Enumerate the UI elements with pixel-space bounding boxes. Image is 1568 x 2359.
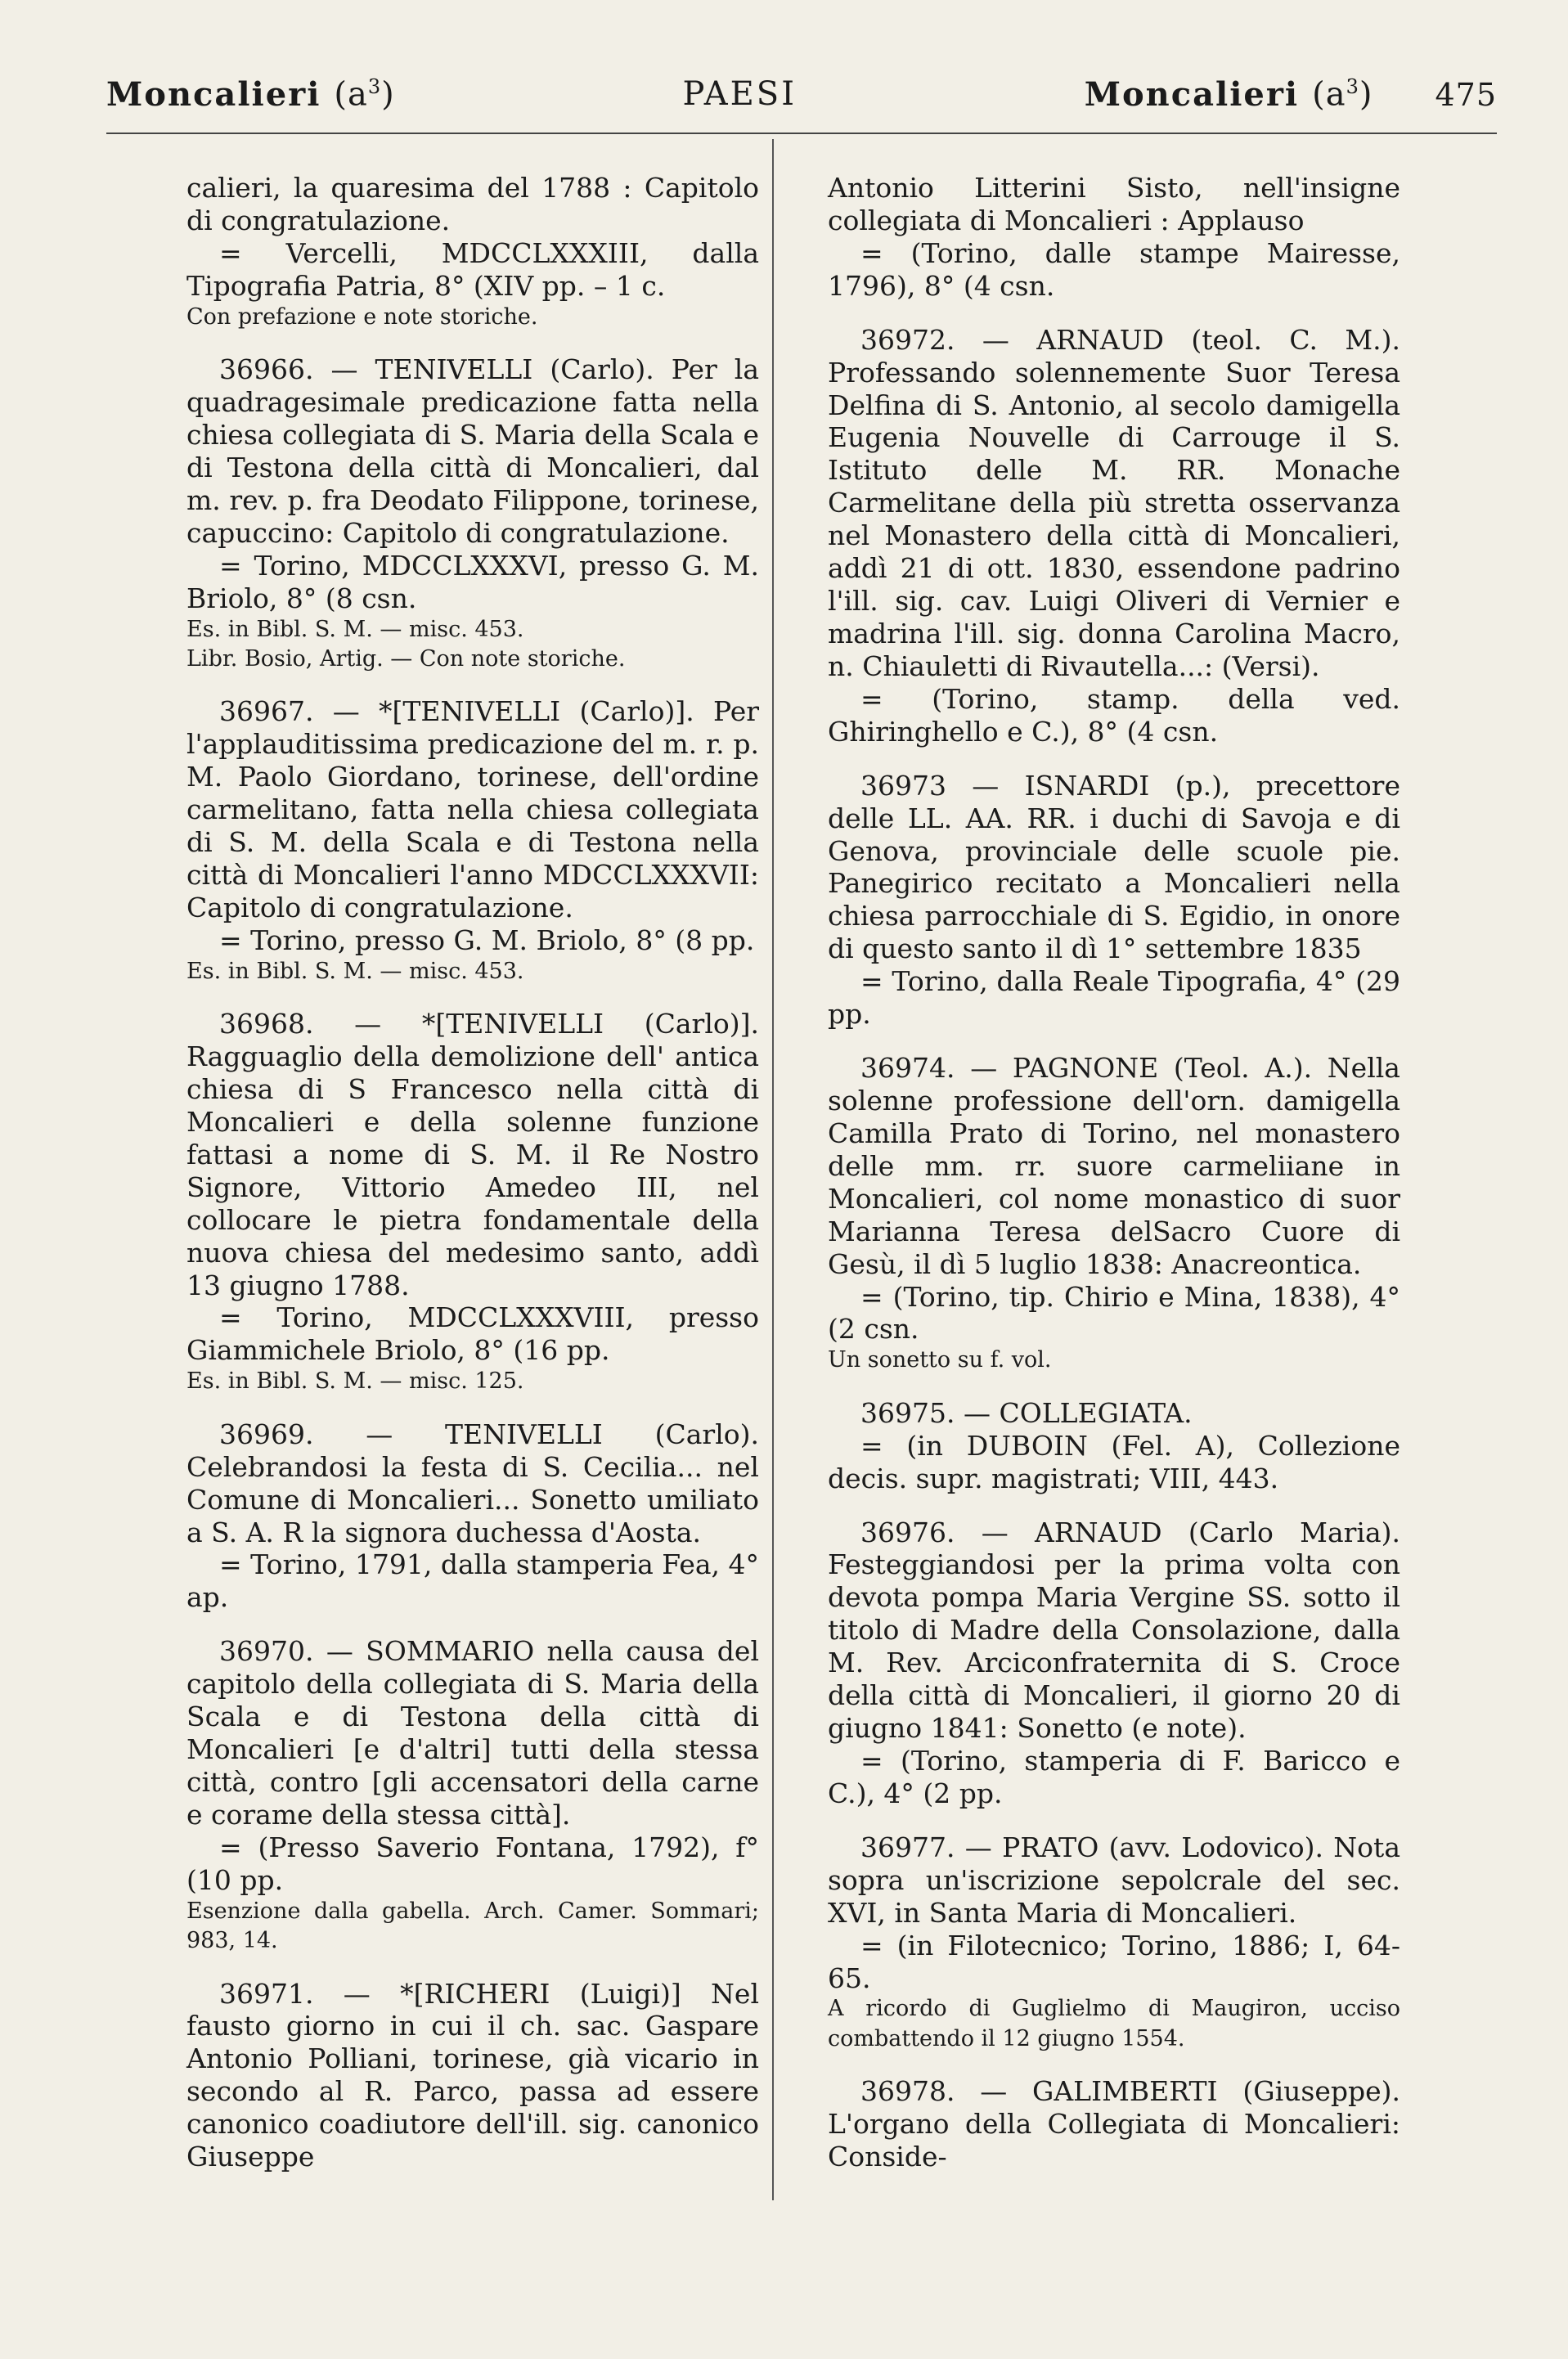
header-left-sup-prefix: (a: [334, 75, 368, 114]
bibliography-entry: [828, 172, 1400, 303]
column-divider: [772, 139, 774, 2200]
entry-imprint: = (Torino, dalle stampe Mairesse, 1796), 8° (4 csn.: [828, 236, 1400, 302]
entry-imprint: = Torino, dalla Reale Tipografia, 4° (29 pp.: [828, 965, 1400, 1031]
header-left-sup-suffix: ): [381, 75, 395, 114]
bibliography-entry: [828, 1516, 1400, 1810]
right-column: [828, 172, 1400, 2195]
entry-text: 36966. — TENIVELLI (Carlo). Per la quadragesimale predicazione fatta nella chiesa collegiata di S. Maria della Scala e di Testona della città di Moncalieri, dal m. rev. p. fra Deodato Filippone, torinese, capuccino: Capitolo di congratulazione.: [186, 353, 759, 549]
entry-text: 36973 — ISNARDI (p.), precettore delle LL. AA. RR. i duchi di Savoja e di Genova, provinciale delle scuole pie. Panegirico recitato a Moncalieri nella chiesa parrocchiale di S. Egidio, in onore di questo santo il dì 1° settembre 1835: [828, 769, 1400, 965]
header-right-title: Moncalieri: [1084, 74, 1300, 114]
entry-imprint: = (Presso Saverio Fontana, 1792), f° (10 pp.: [186, 1831, 759, 1896]
entry-imprint: = Torino, presso G. M. Briolo, 8° (8 pp.: [219, 923, 755, 956]
bibliography-entry: [186, 353, 759, 674]
entry-imprint: = Torino, MDCCLXXXVIII, presso Giammichele Briolo, 8° (16 pp.: [186, 1301, 759, 1367]
header-right-sup-suffix: ): [1359, 75, 1373, 114]
bibliography-entry: [186, 1008, 759, 1397]
entry-note: A ricordo di Guglielmo di Maugiron, ucciso combattendo il 12 giugno 1554.: [828, 1996, 1400, 2051]
header-left-sup: 3: [367, 75, 382, 99]
bibliography-entry: [186, 1635, 759, 1956]
bibliography-entry: [186, 1978, 759, 2174]
entry-note: Es. in Bibl. S. M. — misc. 453.: [186, 958, 524, 984]
entry-imprint: = Torino, MDCCLXXXVI, presso G. M. Briolo, 8° (8 csn.: [186, 549, 759, 614]
entry-imprint: = (Torino, tip. Chirio e Mina, 1838), 4° (2 csn.: [828, 1280, 1400, 1346]
header-right-sup: 3: [1346, 75, 1359, 99]
header-left-sup-group: [334, 75, 394, 113]
entry-text: 36971. — *[RICHERI (Luigi)] Nel fausto giorno in cui il ch. sac. Gaspare Antonio Polliani, torinese, già vicario in secondo al R. Parco, passa ad essere canonico coadiutore dell'ill. sig. canonico Giuseppe: [186, 1977, 759, 2173]
header-right-sup-prefix: (a: [1312, 75, 1346, 114]
bibliography-entry: [828, 1052, 1400, 1376]
entry-text: 36970. — SOMMARIO nella causa del capitolo della collegiata di S. Maria della Scala e di Testona della città di Moncalieri [e d'altri] tutti della stessa città, contro [gli accensatori della carne e corame della stessa città].: [186, 1635, 759, 1831]
entry-text: Antonio Litterini Sisto, nell'insigne collegiata di Moncalieri : Applauso: [828, 172, 1400, 236]
header-center: PAESI: [682, 75, 797, 113]
entry-imprint: = Vercelli, MDCCLXXXIII, dalla Tipografia Patria, 8° (XIV pp. – 1 c.: [186, 236, 759, 302]
entry-note: Un sonetto su f. vol.: [828, 1347, 1052, 1373]
page-number: 475: [1435, 76, 1497, 113]
bibliography-entry: [828, 324, 1400, 748]
entry-imprint: = Torino, 1791, dalla stamperia Fea, 4° ap.: [186, 1548, 759, 1614]
entry-imprint: = (in DUBOIN (Fel. A), Collezione decis. supr. magistrati; VIII, 443.: [828, 1429, 1400, 1494]
entry-note: Es. in Bibl. S. M. — misc. 125.: [186, 1368, 524, 1395]
entry-imprint: = (Torino, stamp. della ved. Ghiringhello e C.), 8° (4 csn.: [828, 682, 1400, 748]
bibliography-entry: [828, 1397, 1400, 1495]
entry-text: 36968. — *[TENIVELLI (Carlo)]. Ragguaglio della demolizione dell' antica chiesa di S Francesco nella città di Moncalieri e della solenne funzione fattasi a nome di S. M. il Re Nostro Signore, Vittorio Amedeo III, nel collocare le pietra fondamentale della nuova chiesa del medesimo santo, addì 13 giugno 1788.: [186, 1008, 759, 1301]
header-rule: [106, 133, 1497, 134]
header-left: [106, 75, 395, 114]
bibliography-entry: [828, 770, 1400, 1031]
entry-note: Libr. Bosio, Artig. — Con note storiche.: [186, 645, 626, 672]
entry-text: calieri, la quaresima del 1788 : Capitolo di congratulazione.: [186, 172, 759, 236]
entry-imprint: = (in Filotecnico; Torino, 1886; I, 64-65.: [828, 1929, 1400, 1994]
entry-note: Es. in Bibl. S. M. — misc. 453.: [186, 616, 524, 642]
running-header: [106, 57, 1497, 131]
bibliography-entry: [186, 1418, 759, 1615]
entry-text: 36976. — ARNAUD (Carlo Maria). Festeggiandosi per la prima volta con devota pompa Maria Vergine SS. sotto il titolo di Madre della Consolazione, dalla M. Rev. Arciconfraternita di S. Croce della città di Moncalieri, il giorno 20 di giugno 1841: Sonetto (e note).: [828, 1516, 1400, 1745]
bibliography-entry: [828, 2075, 1400, 2173]
entry-text: 36978. — GALIMBERTI (Giuseppe). L'organo della Collegiata di Moncalieri: Conside-: [828, 2075, 1400, 2173]
entry-imprint: = (Torino, stamperia di F. Baricco e C.), 4° (2 pp.: [828, 1745, 1400, 1809]
bibliography-entry: [186, 172, 759, 332]
left-column: [186, 172, 759, 2195]
entry-text: 36974. — PAGNONE (Teol. A.). Nella solenne professione dell'orn. damigella Camilla Prato di Torino, nel monastero delle mm. rr. suore carmeliiane in Moncalieri, col nome monastico di suor Marianna Teresa delSacro Cuore di Gesù, il dì 5 luglio 1838: Anacreontica.: [828, 1052, 1400, 1280]
entry-text: 36972. — ARNAUD (teol. C. M.). Professando solennemente Suor Teresa Delfina di S. Antonio, al secolo damigella Eugenia Nouvelle di Carrouge il S. Istituto delle M. RR. Monache Carmelitane della più stretta osservanza nel Monastero della città di Moncalieri, addì 21 di ott. 1830, essendone padrino l'ill. sig. cav. Luigi Oliveri di Vernier e madrina l'ill. sig. donna Carolina Macro, n. Chiauletti di Rivautella...: (Versi).: [828, 323, 1400, 682]
entry-note: Esenzione dalla gabella. Arch. Camer. Sommari; 983, 14.: [186, 1898, 759, 1954]
bibliography-entry: [186, 695, 759, 986]
header-left-title: Moncalieri: [106, 74, 321, 114]
entry-text: 36975. — COLLEGIATA.: [860, 1396, 1193, 1429]
entry-note: Con prefazione e note storiche.: [186, 303, 538, 330]
entry-text: 36967. — *[TENIVELLI (Carlo)]. Per l'applauditissima predicazione del m. r. p. M. Paolo Giordano, torinese, dell'ordine carmelitano, fatta nella chiesa collegiata di S. M. della Scala e di Testona nella città di Moncalieri l'anno MDCCLXXXVII: Capitolo di congratulazione.: [186, 695, 759, 923]
entry-text: 36977. — PRATO (avv. Lodovico). Nota sopra un'iscrizione sepolcrale del sec. XVI, in Santa Maria di Moncalieri.: [828, 1831, 1400, 1929]
header-right-sup-group: [1312, 75, 1373, 113]
header-right: [1085, 75, 1497, 114]
bibliography-entry: [828, 1831, 1400, 2054]
entry-text: 36969. — TENIVELLI (Carlo). Celebrandosi la festa di S. Cecilia... nel Comune di Moncalieri... Sonetto umiliato a S. A. R la signora duchessa d'Aosta.: [186, 1418, 759, 1548]
